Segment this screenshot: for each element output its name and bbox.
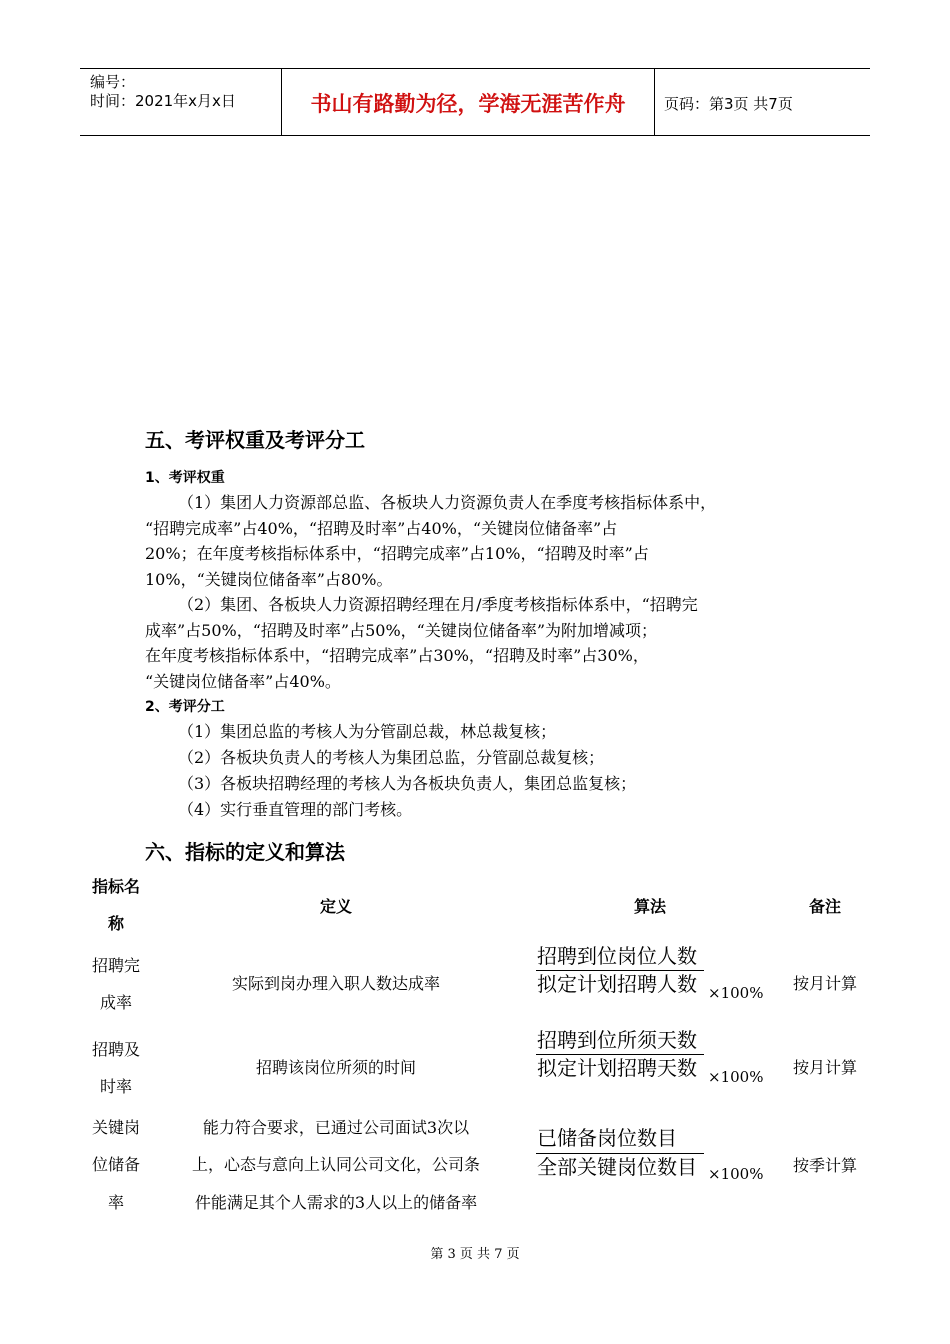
row3-formula-denominator: 全部关键岗位数目 — [537, 1155, 697, 1179]
division-item-1: （1）集团总监的考核人为分管副总裁，林总裁复核； — [178, 722, 557, 741]
row3-definition-line3: 件能满足其个人需求的3人以上的储备率 — [194, 1193, 478, 1212]
subsection-weights-title: 1、考评权重 — [145, 470, 225, 486]
col-header-name-line2: 称 — [107, 914, 124, 933]
page-footer: 第 3 页 共 7 页 — [430, 1247, 520, 1262]
weights-para2-line1: （2）集团、各板块人力资源招聘经理在月/季度考核指标体系中，“招聘完 — [178, 595, 698, 614]
subsection-division-title: 2、考评分工 — [145, 699, 225, 715]
row2-formula-multiplier: ×100% — [708, 1068, 764, 1086]
division-item-4: （4）实行垂直管理的部门考核。 — [178, 800, 413, 819]
section-6-title: 六、指标的定义和算法 — [145, 840, 345, 864]
row1-definition: 实际到岗办理入职人数达成率 — [231, 974, 440, 993]
row3-name-line1: 关键岗 — [91, 1118, 140, 1137]
row3-formula-numerator: 已储备岗位数目 — [537, 1126, 677, 1150]
weights-para2-line2: 成率”占50%，“招聘及时率”占50%，“关键岗位储备率”为附加增减项； — [145, 621, 658, 640]
col-header-definition: 定义 — [319, 897, 352, 916]
row3-formula-multiplier: ×100% — [708, 1165, 764, 1183]
row3-name-line3: 率 — [107, 1193, 124, 1212]
row1-formula-numerator: 招聘到位岗位人数 — [537, 944, 697, 968]
weights-para1-line1: （1）集团人力资源部总监、各板块人力资源负责人在季度考核指标体系中， — [178, 493, 717, 512]
division-item-2: （2）各板块负责人的考核人为集团总监，分管副总裁复核； — [178, 748, 605, 767]
row1-name-line1: 招聘完 — [91, 956, 140, 975]
section-5-title: 五、考评权重及考评分工 — [145, 428, 365, 452]
header-divider-right — [654, 68, 655, 136]
row1-note: 按月计算 — [792, 974, 857, 993]
row2-name-line2: 时率 — [99, 1077, 132, 1096]
weights-para1-line3: 20%；在年度考核指标体系中，“招聘完成率”占10%，“招聘及时率”占 — [145, 544, 649, 563]
col-header-name-line1: 指标名 — [91, 877, 140, 896]
row3-note: 按季计算 — [792, 1156, 857, 1175]
doc-time-label: 时间：2021年x月x日 — [90, 92, 236, 110]
row2-formula-denominator: 拟定计划招聘天数 — [537, 1056, 697, 1080]
row2-definition: 招聘该岗位所须的时间 — [255, 1058, 416, 1077]
doc-number-label: 编号： — [90, 73, 136, 91]
header-top-rule — [80, 68, 870, 69]
header-motto: 书山有路勤为径，学海无涯苦作舟 — [310, 92, 626, 116]
row3-name-line2: 位储备 — [91, 1155, 140, 1174]
weights-para1-line4: 10%，“关键岗位储备率”占80%。 — [145, 570, 393, 589]
row2-note: 按月计算 — [792, 1058, 857, 1077]
row1-formula-multiplier: ×100% — [708, 984, 764, 1002]
row1-formula-denominator: 拟定计划招聘人数 — [537, 972, 697, 996]
row2-formula-numerator: 招聘到位所须天数 — [537, 1028, 697, 1052]
row3-definition-line2: 上，心态与意向上认同公司文化，公司条 — [191, 1155, 480, 1174]
header-bottom-rule — [80, 135, 870, 136]
weights-para2-line4: “关键岗位储备率”占40%。 — [145, 672, 341, 691]
division-item-3: （3）各板块招聘经理的考核人为各板块负责人，集团总监复核； — [178, 774, 637, 793]
weights-para1-line2: “招聘完成率”占40%，“招聘及时率”占40%，“关键岗位储备率”占 — [145, 519, 618, 538]
weights-para2-line3: 在年度考核指标体系中，“招聘完成率”占30%，“招聘及时率”占30%， — [145, 646, 649, 665]
row1-name-line2: 成率 — [99, 993, 132, 1012]
row2-name-line1: 招聘及 — [91, 1040, 140, 1059]
page-indicator: 页码：第3页 共7页 — [664, 95, 793, 113]
col-header-note: 备注 — [808, 897, 841, 916]
col-header-formula: 算法 — [633, 897, 666, 916]
row3-definition-line1: 能力符合要求，已通过公司面试3次以 — [202, 1118, 470, 1137]
